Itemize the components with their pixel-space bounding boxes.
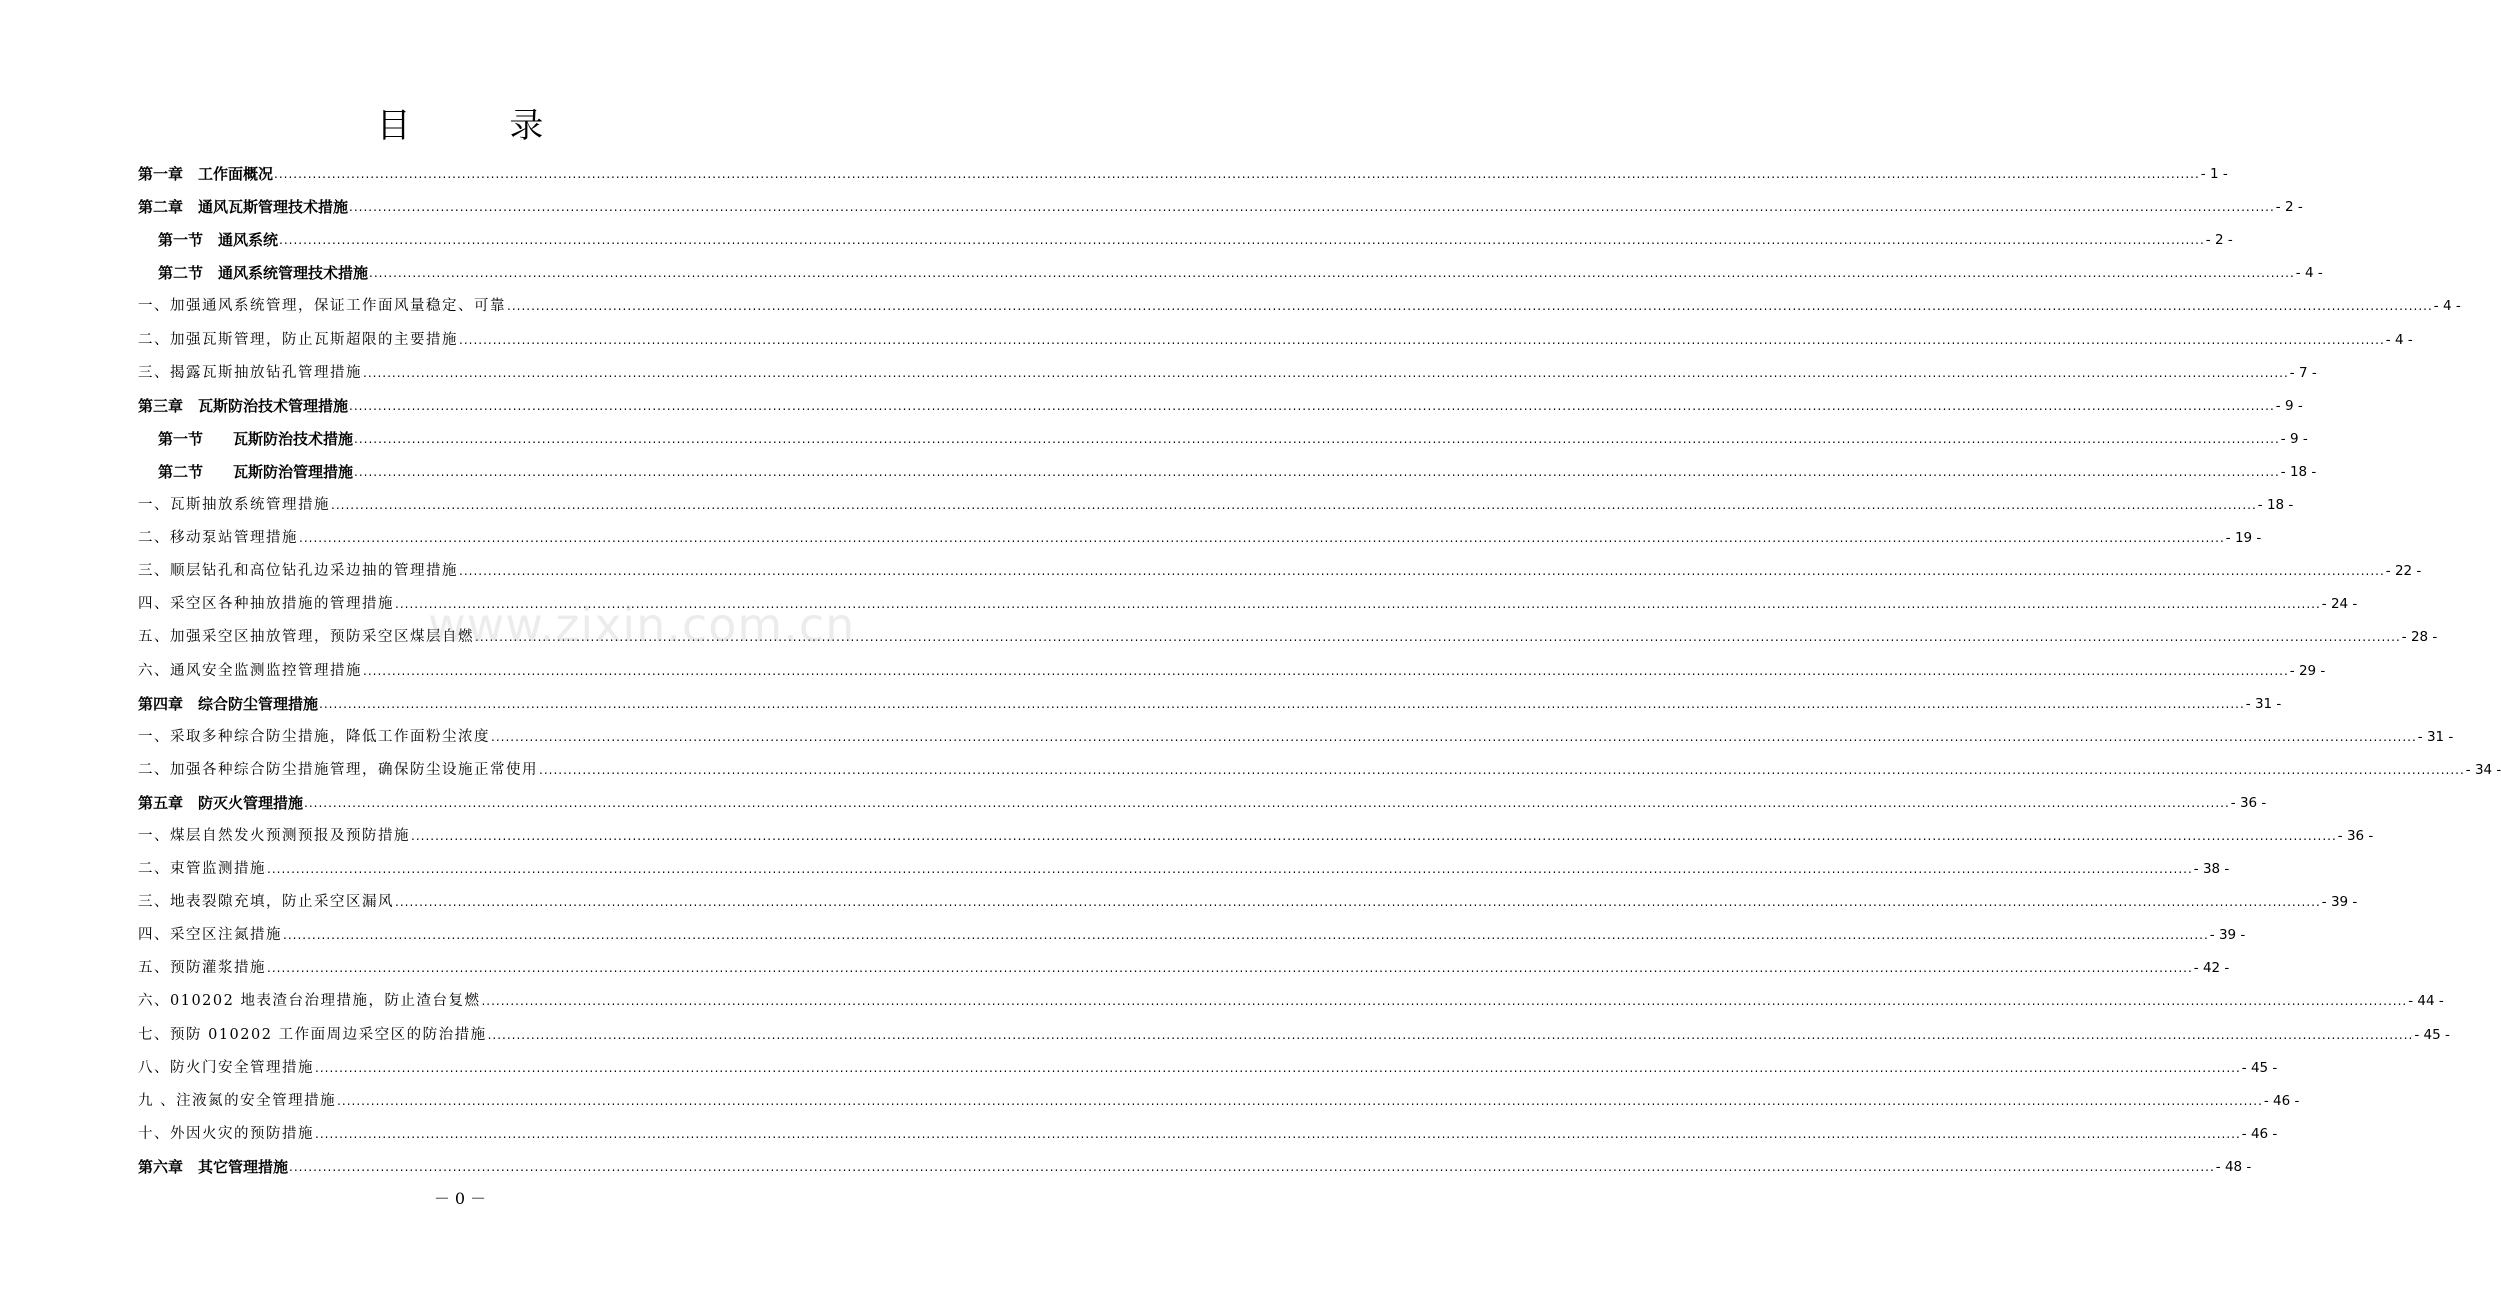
toc-entry[interactable]	[138, 779, 2267, 812]
toc-entry-label: 十、外因火灾的预防措施	[138, 1125, 314, 1142]
toc-entry[interactable]	[138, 1077, 2300, 1110]
toc-leader-dots: ................................................................................................................................................................................................................................................................................................................................................................................................................	[354, 464, 2280, 479]
toc-entry-label: 第一节 瓦斯防治技术措施	[158, 429, 354, 448]
toc-entry-label: 一、煤层自然发火预测预报及预防措施	[138, 827, 410, 844]
toc-entry-page-number: - 31 -	[2245, 695, 2282, 712]
toc-entry-label: 二、加强各种综合防尘措施管理，确保防尘设施正常使用	[138, 761, 538, 778]
toc-entry-label: 第五章 防灭火管理措施	[138, 793, 304, 812]
toc-leader-dots: ................................................................................................................................................................................................................................................................................................................................................................................................................	[279, 233, 2205, 248]
toc-entry-label: 第一章 工作面概况	[138, 165, 274, 184]
toc-entry-page-number: - 39 -	[2321, 894, 2358, 911]
toc-leader-dots: ................................................................................................................................................................................................................................................................................................................................................................................................................	[459, 564, 2385, 579]
toc-leader-dots: ................................................................................................................................................................................................................................................................................................................................................................................................................	[363, 365, 2289, 380]
page-number-footer: － 0 －	[433, 1189, 487, 1208]
toc-entry-label: 四、采空区各种抽放措施的管理措施	[138, 596, 394, 613]
toc-entry-page-number: - 4 -	[2385, 331, 2413, 348]
toc-entry-label: 二、束管监测措施	[138, 861, 266, 878]
toc-entry-page-number: - 46 -	[2263, 1092, 2300, 1109]
toc-entry-label: 第一节 通风系统	[158, 231, 279, 250]
toc-entry[interactable]	[138, 944, 2230, 977]
toc-leader-dots: ................................................................................................................................................................................................................................................................................................................................................................................................................	[491, 729, 2417, 744]
toc-leader-dots: ................................................................................................................................................................................................................................................................................................................................................................................................................	[363, 663, 2289, 678]
toc-entry-page-number: - 45 -	[2241, 1059, 2278, 1076]
toc-entry-page-number: - 4 -	[2295, 265, 2323, 282]
toc-entry-label: 五、加强采空区抽放管理，预防采空区煤层自燃	[138, 629, 474, 646]
toc-leader-dots: ................................................................................................................................................................................................................................................................................................................................................................................................................	[395, 597, 2321, 612]
toc-entry-page-number: - 44 -	[2408, 993, 2444, 1010]
toc-leader-dots: ................................................................................................................................................................................................................................................................................................................................................................................................................	[289, 1159, 2215, 1174]
toc-entry-label: 六、通风安全监测监控管理措施	[138, 662, 362, 679]
toc-entry-label: 一、加强通风系统管理，保证工作面风量稳定、可靠	[138, 298, 506, 315]
toc-entry-page-number: - 9 -	[2280, 430, 2308, 447]
toc-leader-dots: ................................................................................................................................................................................................................................................................................................................................................................................................................	[369, 266, 2295, 281]
toc-entry-label: 一、瓦斯抽放系统管理措施	[138, 497, 330, 514]
toc-entry[interactable]	[138, 1044, 2278, 1077]
toc-entry[interactable]	[138, 1010, 2450, 1043]
toc-entry-page-number: - 2 -	[2275, 199, 2303, 216]
toc-entry[interactable]	[138, 878, 2358, 911]
toc-entry[interactable]	[138, 746, 2501, 779]
watermark: www.zixin.com.cn	[428, 598, 856, 652]
toc-leader-dots: ................................................................................................................................................................................................................................................................................................................................................................................................................	[304, 795, 2230, 810]
toc-leader-dots: ................................................................................................................................................................................................................................................................................................................................................................................................................	[283, 928, 2209, 943]
toc-entry-page-number: - 36 -	[2230, 794, 2267, 811]
toc-entry-label: 二、加强瓦斯管理，防止瓦斯超限的主要措施	[138, 331, 458, 348]
toc-leader-dots: ................................................................................................................................................................................................................................................................................................................................................................................................................	[267, 961, 2193, 976]
toc-entry-page-number: - 19 -	[2225, 530, 2262, 547]
toc-entry-label: 六、010202 地表渣台治理措施，防止渣台复燃	[138, 993, 481, 1010]
toc-entry-page-number: - 29 -	[2289, 662, 2326, 679]
toc-entry-page-number: - 7 -	[2289, 364, 2317, 381]
toc-entry-page-number: - 24 -	[2321, 596, 2358, 613]
toc-entry[interactable]	[138, 249, 2323, 283]
toc-entry-page-number: - 39 -	[2209, 927, 2246, 944]
toc-leader-dots: ................................................................................................................................................................................................................................................................................................................................................................................................................	[481, 994, 2408, 1009]
toc-entry-label: 第三章 瓦斯防治技术管理措施	[138, 396, 349, 415]
toc-entry-page-number: - 31 -	[2417, 728, 2454, 745]
toc-entry[interactable]	[138, 845, 2230, 878]
toc-entry[interactable]	[138, 282, 2461, 315]
toc-entry-page-number: - 9 -	[2275, 397, 2303, 414]
toc-entry[interactable]	[138, 481, 2294, 514]
toc-entry-label: 五、预防灌浆措施	[138, 960, 266, 977]
toc-entry-label: 第四章 综合防尘管理措施	[138, 694, 319, 713]
table-of-contents	[138, 150, 2501, 1176]
toc-entry[interactable]	[138, 349, 2317, 382]
toc-entry[interactable]	[138, 415, 2308, 448]
toc-leader-dots: ................................................................................................................................................................................................................................................................................................................................................................................................................	[459, 332, 2385, 347]
toc-leader-dots: ................................................................................................................................................................................................................................................................................................................................................................................................................	[274, 167, 2200, 182]
toc-entry[interactable]	[138, 315, 2413, 348]
toc-leader-dots: ................................................................................................................................................................................................................................................................................................................................................................................................................	[267, 862, 2193, 877]
toc-leader-dots: ................................................................................................................................................................................................................................................................................................................................................................................................................	[475, 630, 2401, 645]
toc-entry-label: 四、采空区注氮措施	[138, 927, 282, 944]
toc-leader-dots: ................................................................................................................................................................................................................................................................................................................................................................................................................	[319, 696, 2245, 711]
toc-entry[interactable]	[138, 713, 2454, 746]
toc-entry[interactable]	[138, 448, 2317, 481]
toc-entry[interactable]	[138, 514, 2262, 547]
toc-entry[interactable]	[138, 183, 2303, 217]
toc-leader-dots: ................................................................................................................................................................................................................................................................................................................................................................................................................	[507, 299, 2433, 314]
toc-entry-label: 三、地表裂隙充填，防止采空区漏风	[138, 894, 394, 911]
toc-entry-page-number: - 45 -	[2414, 1026, 2450, 1043]
toc-entry-page-number: - 22 -	[2385, 563, 2422, 580]
toc-entry-label: 八、防火门安全管理措施	[138, 1059, 314, 1076]
toc-leader-dots: ................................................................................................................................................................................................................................................................................................................................................................................................................	[337, 1093, 2263, 1108]
toc-leader-dots: ................................................................................................................................................................................................................................................................................................................................................................................................................	[315, 1126, 2241, 1141]
toc-leader-dots: ................................................................................................................................................................................................................................................................................................................................................................................................................	[349, 200, 2275, 215]
toc-entry[interactable]	[138, 216, 2233, 250]
toc-entry[interactable]	[138, 680, 2282, 713]
toc-entry[interactable]	[138, 812, 2374, 845]
toc-entry-page-number: - 28 -	[2401, 629, 2438, 646]
toc-entry-page-number: - 38 -	[2193, 861, 2230, 878]
toc-entry[interactable]	[138, 911, 2246, 944]
toc-entry[interactable]	[138, 646, 2326, 679]
toc-entry[interactable]	[138, 1143, 2252, 1176]
toc-entry[interactable]	[138, 382, 2303, 415]
toc-entry[interactable]	[138, 150, 2228, 184]
toc-entry-page-number: - 48 -	[2215, 1158, 2252, 1175]
toc-entry-page-number: - 42 -	[2193, 960, 2230, 977]
toc-entry-label: 第二节 通风系统管理技术措施	[158, 264, 369, 283]
toc-entry[interactable]	[138, 977, 2444, 1010]
toc-leader-dots: ................................................................................................................................................................................................................................................................................................................................................................................................................	[354, 431, 2280, 446]
toc-entry-label: 九 、注液氮的安全管理措施	[138, 1092, 337, 1109]
toc-entry-page-number: - 4 -	[2433, 298, 2461, 315]
toc-entry-label: 二、移动泵站管理措施	[138, 530, 298, 547]
toc-entry-page-number: - 46 -	[2241, 1125, 2278, 1142]
toc-entry[interactable]	[138, 547, 2422, 580]
toc-entry[interactable]	[138, 613, 2438, 646]
toc-entry-label: 第六章 其它管理措施	[138, 1157, 289, 1176]
toc-leader-dots: ................................................................................................................................................................................................................................................................................................................................................................................................................	[315, 1060, 2241, 1075]
toc-entry[interactable]	[138, 580, 2358, 613]
toc-entry-page-number: - 18 -	[2257, 497, 2294, 514]
toc-entry-label: 第二章 通风瓦斯管理技术措施	[138, 198, 349, 217]
toc-entry-page-number: - 2 -	[2205, 232, 2233, 249]
toc-leader-dots: ................................................................................................................................................................................................................................................................................................................................................................................................................	[539, 762, 2465, 777]
toc-entry-page-number: - 36 -	[2337, 827, 2374, 844]
toc-leader-dots: ................................................................................................................................................................................................................................................................................................................................................................................................................	[411, 828, 2337, 843]
toc-entry-label: 三、揭露瓦斯抽放钻孔管理措施	[138, 364, 362, 381]
toc-entry-page-number: - 34 -	[2465, 761, 2501, 778]
toc-leader-dots: ................................................................................................................................................................................................................................................................................................................................................................................................................	[299, 531, 2225, 546]
toc-entry[interactable]	[138, 1110, 2278, 1143]
toc-entry-label: 一、采取多种综合防尘措施，降低工作面粉尘浓度	[138, 728, 490, 745]
toc-entry-page-number: - 1 -	[2200, 166, 2228, 183]
toc-leader-dots: ................................................................................................................................................................................................................................................................................................................................................................................................................	[331, 498, 2257, 513]
toc-leader-dots: ................................................................................................................................................................................................................................................................................................................................................................................................................	[395, 895, 2321, 910]
toc-entry-label: 七、预防 010202 工作面周边采空区的防治措施	[138, 1026, 487, 1043]
toc-leader-dots: ................................................................................................................................................................................................................................................................................................................................................................................................................	[349, 398, 2275, 413]
toc-entry-label: 第二节 瓦斯防治管理措施	[158, 462, 354, 481]
page-title: 目 录	[376, 106, 588, 146]
toc-entry-label: 三、顺层钻孔和高位钻孔边采边抽的管理措施	[138, 563, 458, 580]
toc-entry-page-number: - 18 -	[2280, 463, 2317, 480]
toc-leader-dots: ................................................................................................................................................................................................................................................................................................................................................................................................................	[487, 1027, 2414, 1042]
